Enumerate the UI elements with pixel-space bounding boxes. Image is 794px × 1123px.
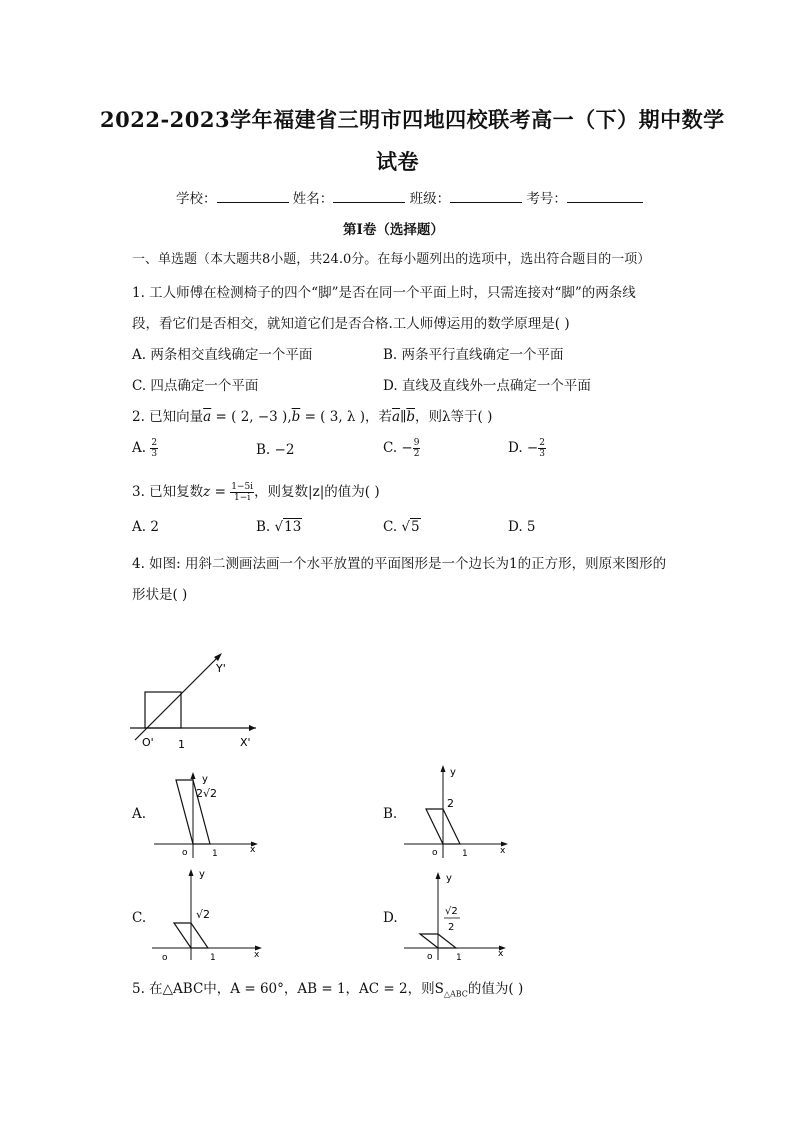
q3-option-c[interactable]: C. √5 bbox=[383, 519, 420, 535]
school-label: 学校： bbox=[176, 191, 217, 207]
q4-option-d-figure[interactable] bbox=[400, 868, 512, 960]
class-field[interactable] bbox=[450, 188, 522, 203]
q3-stem: 3. 已知复数z = $\frac{1-5i}{1-i}$ ，则复数|z|的值为( ) bbox=[132, 482, 380, 503]
q1-option-c[interactable]: C. 四点确定一个平面 bbox=[132, 378, 259, 394]
q4-line1: 4. 如图: 用斜二测画法画一个水平放置的平面图形是一个边长为1的正方形，则原来图形的 bbox=[132, 556, 667, 572]
x-axis-arrow bbox=[249, 725, 256, 731]
svg-text:1: 1 bbox=[212, 849, 218, 858]
svg-text:y: y bbox=[199, 869, 205, 880]
svg-text:y: y bbox=[446, 873, 452, 884]
page-title-line2: 试卷 bbox=[376, 149, 419, 174]
class-label: 班级： bbox=[409, 191, 451, 207]
page-title-line1: 2022-2023学年福建省三明市四地四校联考高一（下）期中数学 bbox=[100, 107, 725, 132]
svg-text:x: x bbox=[500, 846, 506, 856]
q4-line2: 形状是( ) bbox=[132, 587, 188, 603]
q1-line2: 段，看它们是否相交，就知道它们是否合格.工人师傅运用的数学原理是( ) bbox=[132, 316, 570, 332]
svg-text:o: o bbox=[182, 848, 188, 858]
exam-number-label: 考号： bbox=[526, 191, 567, 207]
origin-label: O' bbox=[142, 736, 154, 749]
student-info-row bbox=[176, 187, 643, 207]
q2-option-b[interactable]: B. −2 bbox=[256, 442, 295, 458]
school-field[interactable] bbox=[217, 188, 289, 203]
svg-text:1: 1 bbox=[210, 953, 216, 960]
q1-option-b[interactable]: B. 两条平行直线确定一个平面 bbox=[383, 347, 564, 363]
q2-option-d[interactable]: D. − $\frac{2}{3}$ bbox=[508, 438, 545, 459]
svg-text:o: o bbox=[162, 953, 168, 960]
q2-option-a[interactable]: A. $\frac{2}{3}$ bbox=[132, 438, 158, 459]
q5-stem: 5. 在△ABC中，A = 60°，AB = 1，AC = 2，则$S_{\triangle ABC}$的值为( ) bbox=[132, 981, 524, 999]
q4-option-b-label[interactable]: B. bbox=[383, 806, 398, 822]
svg-text:2√2: 2√2 bbox=[196, 787, 218, 800]
vector-a: $\overline{a}$ bbox=[203, 409, 212, 425]
vector-b: $\overline{b}$ bbox=[291, 409, 301, 425]
q4-option-d-label[interactable]: D. bbox=[383, 910, 398, 926]
q1-option-a[interactable]: A. 两条相交直线确定一个平面 bbox=[132, 347, 313, 363]
exam-number-field[interactable] bbox=[567, 188, 643, 203]
q4-option-c-figure[interactable] bbox=[148, 865, 266, 960]
svg-text:o: o bbox=[427, 952, 433, 960]
svg-text:y: y bbox=[202, 774, 208, 785]
unit-label: 1 bbox=[178, 738, 185, 751]
name-label: 姓名： bbox=[292, 191, 334, 207]
q4-option-c-label[interactable]: C. bbox=[132, 910, 147, 926]
svg-text:x: x bbox=[498, 949, 504, 959]
q4-option-a-label[interactable]: A. bbox=[132, 806, 147, 822]
svg-text:y: y bbox=[450, 767, 456, 778]
q2-stem: 2. 已知向量$\overline{a}$ = ( 2, −3 )$,\overline{b}$ = ( 3, λ )，若$\overline{a}\parallel\overline{b}$，则λ等于( ) bbox=[132, 409, 493, 425]
svg-text:√2: √2 bbox=[196, 908, 211, 921]
y-axis-label: Y' bbox=[216, 662, 226, 675]
oblique-square-figure bbox=[128, 650, 263, 755]
svg-text:o: o bbox=[432, 848, 438, 858]
section-title: 第I卷（选择题） bbox=[343, 222, 444, 238]
svg-text:1: 1 bbox=[456, 953, 462, 960]
svg-text:x: x bbox=[254, 950, 260, 960]
q4-option-a-figure[interactable] bbox=[150, 770, 262, 858]
section-instruction: 一、单选题（本大题共8小题，共24.0分。在每小题列出的选项中，选出符合题目的一项） bbox=[132, 252, 651, 267]
q3-option-a[interactable]: A. 2 bbox=[132, 519, 159, 535]
q4-option-b-figure[interactable] bbox=[400, 763, 512, 858]
svg-text:1: 1 bbox=[462, 849, 468, 858]
y-axis bbox=[135, 655, 220, 740]
svg-text:√2: √2 bbox=[445, 906, 458, 917]
q3-option-b[interactable]: B. √13 bbox=[256, 519, 302, 535]
svg-text:2: 2 bbox=[448, 922, 455, 933]
q2-option-c[interactable]: C. − $\frac{9}{2}$ bbox=[383, 438, 420, 459]
unit-square bbox=[145, 692, 181, 728]
svg-text:x: x bbox=[250, 845, 256, 855]
svg-text:2: 2 bbox=[447, 797, 454, 810]
q1-option-d[interactable]: D. 直线及直线外一点确定一个平面 bbox=[383, 378, 591, 394]
q3-option-d[interactable]: D. 5 bbox=[508, 519, 536, 535]
x-axis-label: X' bbox=[240, 736, 251, 749]
name-field[interactable] bbox=[333, 188, 405, 203]
q1-line1: 1. 工人师傅在检测椅子的四个“脚”是否在同一个平面上时，只需连接对“脚”的两条线 bbox=[132, 285, 636, 301]
